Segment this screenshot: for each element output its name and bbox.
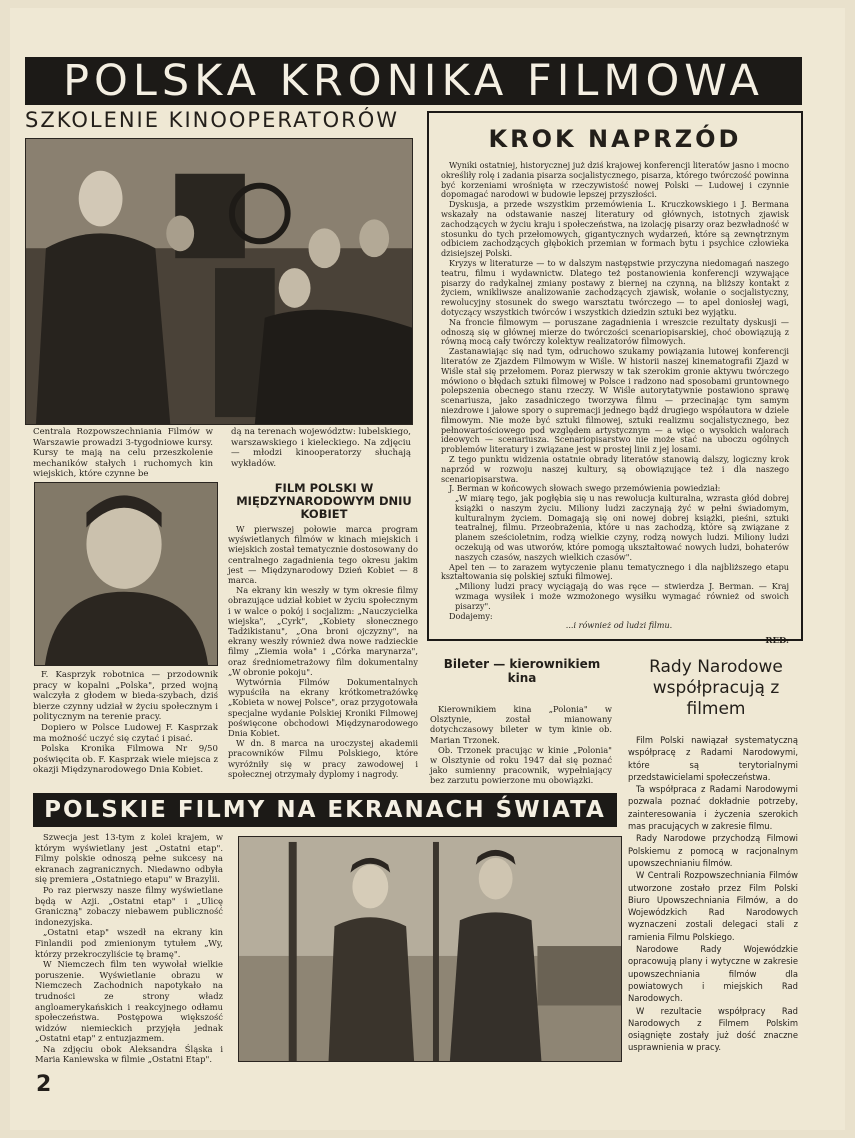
bileter-article bbox=[430, 704, 612, 786]
photo2-caption-p2: Dopiero w Polsce Ludowej F. Kasprzak ma możność uczyć się czytać i pisać. bbox=[33, 722, 218, 744]
page-number: 2 bbox=[36, 1072, 52, 1097]
world-p5: Na zdjęciu obok Aleksandra Śląska i Maria Kaniewska w filmie „Ostatni Etap". bbox=[35, 1043, 223, 1065]
photo2-caption-p3: Polska Kronika Filmowa Nr 9/50 poświęcita ob. F. Kasprzak wiele miejsca z okazji Międzynarodowego Dnia Kobiet. bbox=[33, 744, 218, 776]
photo2-caption bbox=[33, 670, 218, 776]
krok-p3: Kryzys w literaturze — to w dalszym następstwie przyczyna niedomagań naszego teatru, filmu i wydawnictw. Dlatego też postanowienia konferencji wzywające pisarzy do radykalnej zmiany postawy z biernej na czynną, na bliższy kontakt z życiem, wnikliwsze analizowanie zachodzących zjawisk, wołanie o socjalistyczny, rewolucyjny stosunek do swego warsztatu twórczego — to apel doniosłej wagi, dotyczący wszystkich twórców i wszystkich dziedzin sztuki bez wyjątku. bbox=[441, 257, 789, 317]
bileter-p2: Ob. Trzonek pracując w kinie „Polonia" w Olsztynie od roku 1947 dał się poznać jako sumienny pracownik, wypełniający bez zarzutu powierzone mu obowiązki. bbox=[430, 744, 612, 786]
krok-p1: Wyniki ostatniej, historycznej już dziś krajowej konferencji literatów jasno i mocno określiły rolę i zadania pisarza socjalistycznego, pisarza, którego twórczość powinna być korzeniami wrośnięta w rzeczywistość nowej Polski — Ludowej i czynnie dopomagać narodowi w budowie lepszej przyszłości. bbox=[441, 160, 789, 200]
world-p4: W Niemczech film ten wywołał wielkie poruszenie. Wyświetlanie obrazu w Niemczech Zachodnich napotykało na trudności ze strony władz angloamerykańskich i reakcyjnego odłamu społeczeństwa. Postępowa większość widzów niemieckich przyjęła jednak „Ostatni etap" z entuzjazmem. bbox=[35, 959, 223, 1044]
photo1-caption-left: Centrala Rozpowszechniania Filmów w Warszawie prowadzi 3-tygodniowe kursy. Kursy te mają na celu przeszkolenie mechaników stałych i ruchomych kin wiejskich, które czynne be bbox=[33, 427, 213, 480]
photo-ostatni-etap-still bbox=[238, 836, 622, 1062]
film-polski-p2: Na ekrany kin weszły w tym okresie filmy obrazujące udział kobiet w życiu społecznym i w walce o pokój i socjalizm: „Nauczycielka wiejska", „Cyrk", „Kobiety słonecznego Tadżikistanu", „Ona broni ojczyzny", na ekrany weszły również dwa nowe radzieckie filmy „Ziemia woła" i „Córka marynarza", oraz średniometrażowy film dokumentalny „W obronie pokoju". bbox=[228, 585, 418, 677]
krok-p6: Z tego punktu widzenia ostatnie obrady literatów stanowią dalszy, logiczny krok naprzód w rozwoju naszej kultury, są obowiązujące też i dla naszego scenariopisarstwa. bbox=[441, 453, 789, 484]
krok-p4: Na froncie filmowym — poruszane zagadnienia i wreszcie rezultaty dyskusji — odnoszą się w głównej mierze do twórczości scenariopisarskiej, choć obowiązują z równą mocą cały twórczy kolektyw realizatorów filmowych. bbox=[441, 316, 789, 347]
film-polski-p1: W pierwszej połowie marca program wyświetlanych filmów w kinach miejskich i wiejskich został tematycznie dostosowany do centralnego zagadnienia tego okresu jakim jest — Międzynarodowy Dzień Kobiet — 8 marca. bbox=[228, 524, 418, 586]
krok-naprzod-box bbox=[427, 111, 803, 647]
bileter-p1: Kierownikiem kina „Polonia" w Olsztynie, został mianowany dotychczasowy bileter w tym kinie ob. Marian Trzonek. bbox=[430, 704, 612, 745]
world-p3: „Ostatni etap" wszedł na ekrany kin Finlandii pod zmienionym tytułem „Wy, którzy przekroczyliście tę bramę". bbox=[35, 927, 223, 959]
masthead-title: POLSKA KRONIKA FILMOWA bbox=[25, 57, 802, 105]
world-article bbox=[35, 832, 223, 1065]
world-p2: Po raz pierwszy nasze filmy wyświetlane będą w Azji. „Ostatni etap" i „Ulicę Graniczną" zobaczy niebawem publiczność indonezyjska. bbox=[35, 884, 223, 927]
krok-quote2: „Miliony ludzi pracy wyciągają do was ręce — stwierdza J. Berman. — Kraj wzmaga wysiłek i może wzmożonego wysiłku wymagać również od swoich pisarzy". bbox=[455, 581, 789, 611]
rady-article bbox=[628, 734, 798, 1054]
photo2-caption-p1: F. Kasprzyk robotnica — przodownik pracy w kopalni „Polska", przed wojną walczyła z głodem w bieda-szybach, dziś bierze czynny udział w życiu społecznym i politycznym na terenie pracy. bbox=[33, 670, 218, 723]
photo-worker-portrait bbox=[34, 482, 218, 666]
krok-quote: „W miarę tego, jak pogłębia się u nas rewolucja kulturalna, wzrasta głód dobrej książki o naszym życiu. Miliony ludzi zaczynają żyć w pełni świadomym, kulturalnym życiem. Domagają się oni nowej dobrej książki, pieśni, sztuki teatralnej, filmu. Przeobrażenia, które u nas zachodzą, które są związane z planem sześcioletnim, rodzą wielkie czyny, rodzą nowych ludzi. Miliony ludzi oczekują od was utworów, które pomogą ukształtować nowych ludzi, bohaterów naszych czasów, naszych wielkich czasów". bbox=[455, 493, 789, 562]
rady-p4: W Centrali Rozpowszechniania Filmów utworzone zostało przez Film Polski Biuro Upowszechniania Filmów, a do Wojewódzkich Rad Narodowych wyznaczeni zostali delegaci stali z ramienia Filmu Polskiego. bbox=[628, 870, 798, 942]
bileter-heading: Bileter — kierownikiem kina bbox=[443, 657, 601, 685]
krok-p5: Zastanawiając się nad tym, odruchowo szukamy powiązania lutowej konferencji literatów ze Zjazdem Filmowym w Wiśle. W historii naszej kinematografii Zjazd w Wiśle stał się przełomem. Poraz pierwszy w tak szerokim gronie aktywu twórczego mówiono o błędach sztuki filmowej w Polsce i radzono nad sposobami gruntownego polepszenia obecnego stanu rzeczy. W Wiśle autorytatywnie postawiono sprawę scenariusza, jako zasadniczego tworzywa filmu — przecinając tym samym niezdrowe i jałowe spory o supremacji jednego bądź drugiego współautora w dziele filmowym. Nie może być sztuki filmowej, sztuki realizmu socjalistycznego, bez pełnowartościowego pod względem artystycznym — a więc o wysokich walorach ideowych — scenariusza. Scenariopisarstwo nie może stać na uboczu ogólnych problemów literatury i związane jest w prostej linii z jej losami. bbox=[441, 346, 789, 455]
rady-p1: Film Polski nawiązał systematyczną współpracę z Radami Narodowymi, które są terytorialnymi przedstawicielami społeczeństwa. bbox=[628, 735, 798, 782]
section-subheading: SZKOLENIE KINOOPERATORÓW bbox=[25, 108, 400, 132]
film-polski-p4: W dn. 8 marca na uroczystej akademii pracowników Filmu Polskiego, które wyróżniły się w pracy zawodowej i społecznej otrzymały dyplomy i nagrody. bbox=[228, 738, 418, 779]
krok-p7: J. Berman w końcowych słowach swego przemówienia powiedział: bbox=[449, 483, 721, 494]
rady-heading: Rady Narodowe współpracują z filmem bbox=[649, 657, 783, 719]
rady-p5: Narodowe Rady Wojewódzkie opracowują plany i wytyczne w zakresie upowszechniania filmów dla powiatowych i miejskich Rad Narodowych. bbox=[628, 944, 798, 1004]
film-polski-heading: FILM POLSKI W MIĘDZYNARODOWYM DNIU KOBIET bbox=[236, 481, 412, 521]
krok-p2: Dyskusja, a przede wszystkim przemówienia L. Kruczkowskiego i J. Bermana wskazały na odstawanie naszej literatury od głównych, istotnych zjawisk zachodzących w życiu kraju i społeczeństwa, na izolację pisarzy oraz bezwładność w stosunku do tych przełomowych, gigantycznych wydarzeń, które są zewnętrznym odbiciem zachodzących głębokich przemian w formach bytu i psychice człowieka dzisiejszej Polski. bbox=[441, 199, 789, 259]
krok-dodajemy-text: ...i również od ludzi filmu. bbox=[565, 620, 673, 631]
rady-p2: Ta współpraca z Radami Narodowymi pozwala poznać dokładnie potrzeby, zainteresowania i życzenia szerokich mas pracujących w zakresie filmu. bbox=[628, 784, 798, 832]
world-films-banner: POLSKIE FILMY NA EKRANACH ŚWIATA bbox=[33, 793, 617, 827]
film-polski-p3: Wytwórnia Filmów Dokumentalnych wypuściła na ekrany krótkometrażówkę „Kobieta w nowej Polsce", oraz przygotowała specjalne wydanie Polskiej Kroniki Filmowej poświęcone obchodowi Międzynarodowego Dnia Kobiet. bbox=[228, 677, 418, 739]
krok-after-quote: Apel ten — to zarazem wytyczenie planu tematycznego i dla najbliższego etapu kształtowania się polskiej sztuki filmowej. bbox=[441, 561, 789, 582]
krok-dodajemy: Dodajemy: bbox=[449, 610, 493, 621]
film-polski-article bbox=[228, 524, 418, 779]
rady-p6: W rezultacie współpracy Rad Narodowych z Filmem Polskim osiągnięte zostały już dość znaczne usprawnienia w pracy. bbox=[628, 1005, 798, 1053]
krok-body bbox=[441, 161, 789, 647]
world-p1: Szwecja jest 13-tym z kolei krajem, w którym wyświetlany jest „Ostatni etap". Filmy polskie odnoszą pełne sukcesy na ekranach zagranicznych. Niedawno odbyła się premiera „Ostatniego etapu" w Brazylii. bbox=[35, 832, 223, 885]
photo-projector-lecture bbox=[25, 138, 413, 425]
krok-signature: RED. bbox=[765, 636, 789, 647]
rady-p3: Rady Narodowe przychodzą Filmowi Polskiemu z pomocą w racjonalnym upowszechnianiu filmów. bbox=[628, 833, 798, 868]
photo1-caption-right: dą na terenach województw: lubelskiego, warszawskiego i kieleckiego. Na zdjęciu — młodzi kinooperatorzy słuchają wykładów. bbox=[231, 427, 411, 469]
krok-title: KROK NAPRZÓD bbox=[488, 125, 742, 153]
